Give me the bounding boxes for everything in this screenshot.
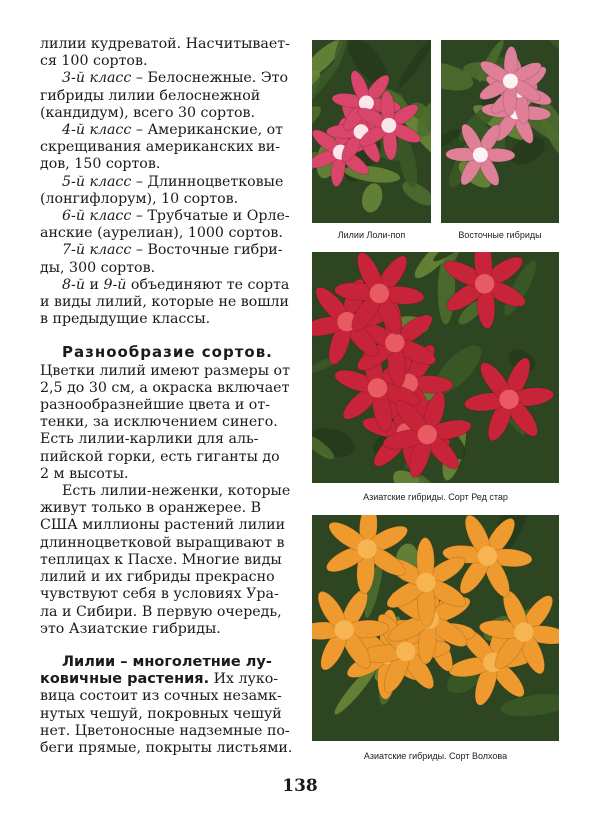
class-label: 8-й	[62, 276, 85, 293]
photo-red-star	[312, 252, 559, 483]
text-span: – Трубчатые и Орле-	[131, 208, 290, 225]
text-line	[40, 88, 295, 105]
text-span: разнообразнейшие цвета и от-	[40, 397, 270, 414]
text-line	[40, 586, 295, 603]
text-line	[40, 363, 295, 380]
text-span: лилий и их гибриды прекрасно	[40, 569, 275, 586]
text-line	[40, 156, 295, 173]
text-span: чувствуют себя в условиях Ура-	[40, 586, 279, 603]
text-line	[40, 723, 295, 740]
text-line	[40, 294, 295, 311]
text-line	[40, 174, 295, 191]
section-heading: Разнообразие сортов.	[62, 343, 273, 362]
text-span: ла и Сибири. В первую очередь,	[40, 603, 282, 620]
text-line	[40, 483, 295, 500]
text-column	[40, 36, 295, 757]
text-span: и	[84, 276, 104, 293]
caption-loli-pop: Лилии Лоли-поп	[337, 230, 406, 240]
text-line	[40, 740, 295, 757]
text-span: нутых чешуй, покровных чешуй	[40, 705, 282, 722]
class-label: 3-й класс	[62, 70, 132, 87]
text-line	[40, 311, 295, 328]
text-line	[40, 380, 295, 397]
caption-red-star: Азиатские гибриды. Сорт Ред стар	[363, 492, 508, 502]
text-span: Цветки лилий имеют размеры от	[40, 362, 290, 379]
text-span: США миллионы растений лилии	[40, 517, 286, 534]
text-span: дов, 150 сортов.	[40, 156, 161, 173]
text-span: вица состоит из сочных незамк-	[40, 688, 282, 705]
text-line	[40, 139, 295, 156]
section-heading: Лилии – многолетние лу-	[62, 653, 272, 670]
text-line	[40, 242, 295, 259]
class-label: 4-й класс	[62, 122, 132, 139]
text-line	[40, 208, 295, 225]
text-line	[40, 122, 295, 139]
class-label: 7-й класс	[62, 242, 132, 259]
text-span: анские (аурелиан), 1000 сортов.	[40, 225, 283, 242]
text-span: 2 м высоты.	[40, 465, 129, 482]
text-span: – Восточные гибри-	[131, 242, 283, 259]
text-line	[40, 53, 295, 70]
text-span: и виды лилий, которые не вошли	[40, 294, 289, 311]
text-span: живут только в оранжерее. В	[40, 500, 262, 517]
text-line	[40, 105, 295, 122]
text-line	[40, 604, 295, 621]
text-line	[40, 688, 295, 705]
text-span: беги прямые, покрыты листьями.	[40, 739, 293, 756]
text-line	[40, 466, 295, 483]
paragraph-gap	[40, 638, 295, 654]
text-span: лилии кудреватой. Насчитывает-	[40, 36, 290, 52]
text-line	[40, 569, 295, 586]
text-line	[40, 654, 295, 671]
class-label: 5-й класс	[62, 173, 132, 190]
section-heading: ковичные растения.	[40, 671, 210, 688]
caption-oriental-hybrids: Восточные гибриды	[458, 230, 542, 240]
text-span: Есть лилии-неженки, которые	[62, 483, 291, 500]
text-line	[40, 397, 295, 414]
text-span: (лонгифлорум), 10 сортов.	[40, 190, 239, 207]
text-span: ды, 300 сортов.	[40, 259, 156, 276]
text-span: Есть лилии-карлики для аль-	[40, 431, 259, 448]
paragraph-gap	[40, 328, 295, 344]
text-line	[40, 36, 295, 53]
text-line	[40, 500, 295, 517]
class-label: 9-й	[103, 276, 127, 293]
text-span: в предыдущие классы.	[40, 311, 211, 328]
text-span: – Американские, от	[131, 122, 284, 139]
photo-oriental-hybrids	[441, 40, 559, 223]
text-span: – Белоснежные. Это	[131, 70, 289, 87]
text-span: Их луко-	[209, 671, 279, 688]
text-span: объединяют те сорта	[126, 276, 290, 293]
text-line	[40, 70, 295, 87]
text-span: нет. Цветоносные надземные по-	[40, 722, 290, 739]
text-line	[40, 225, 295, 242]
text-line	[40, 621, 295, 638]
text-line	[40, 535, 295, 552]
text-span: тенки, за исключением синего.	[40, 414, 278, 431]
text-line	[40, 449, 295, 466]
text-line	[40, 191, 295, 208]
photo-volkhova	[312, 515, 559, 741]
text-line	[40, 671, 295, 688]
text-line	[40, 344, 295, 362]
text-span: длинноцветковой выращивают в	[40, 534, 285, 551]
text-span: скрещивания американских ви-	[40, 139, 280, 156]
text-line	[40, 706, 295, 723]
text-line	[40, 431, 295, 448]
class-label: 6-й класс	[62, 208, 132, 225]
text-line	[40, 260, 295, 277]
text-line	[40, 277, 295, 294]
text-line	[40, 517, 295, 534]
text-line	[40, 552, 295, 569]
text-span: теплицах к Пасхе. Многие виды	[40, 551, 282, 568]
text-line	[40, 414, 295, 431]
text-span: (кандидум), всего 30 сортов.	[40, 104, 256, 121]
caption-volkhova: Азиатские гибриды. Сорт Волхова	[363, 751, 508, 761]
text-span: это Азиатские гибриды.	[40, 620, 221, 637]
text-span: – Длинноцветковые	[131, 173, 284, 190]
photo-loli-pop	[312, 40, 431, 223]
page-number: 138	[282, 776, 318, 796]
text-span: ся 100 сортов.	[40, 53, 148, 70]
text-span: пийской горки, есть гиганты до	[40, 448, 280, 465]
text-span: гибриды лилии белоснежной	[40, 87, 261, 104]
text-span: 2,5 до 30 см, а окраска включает	[40, 379, 290, 396]
